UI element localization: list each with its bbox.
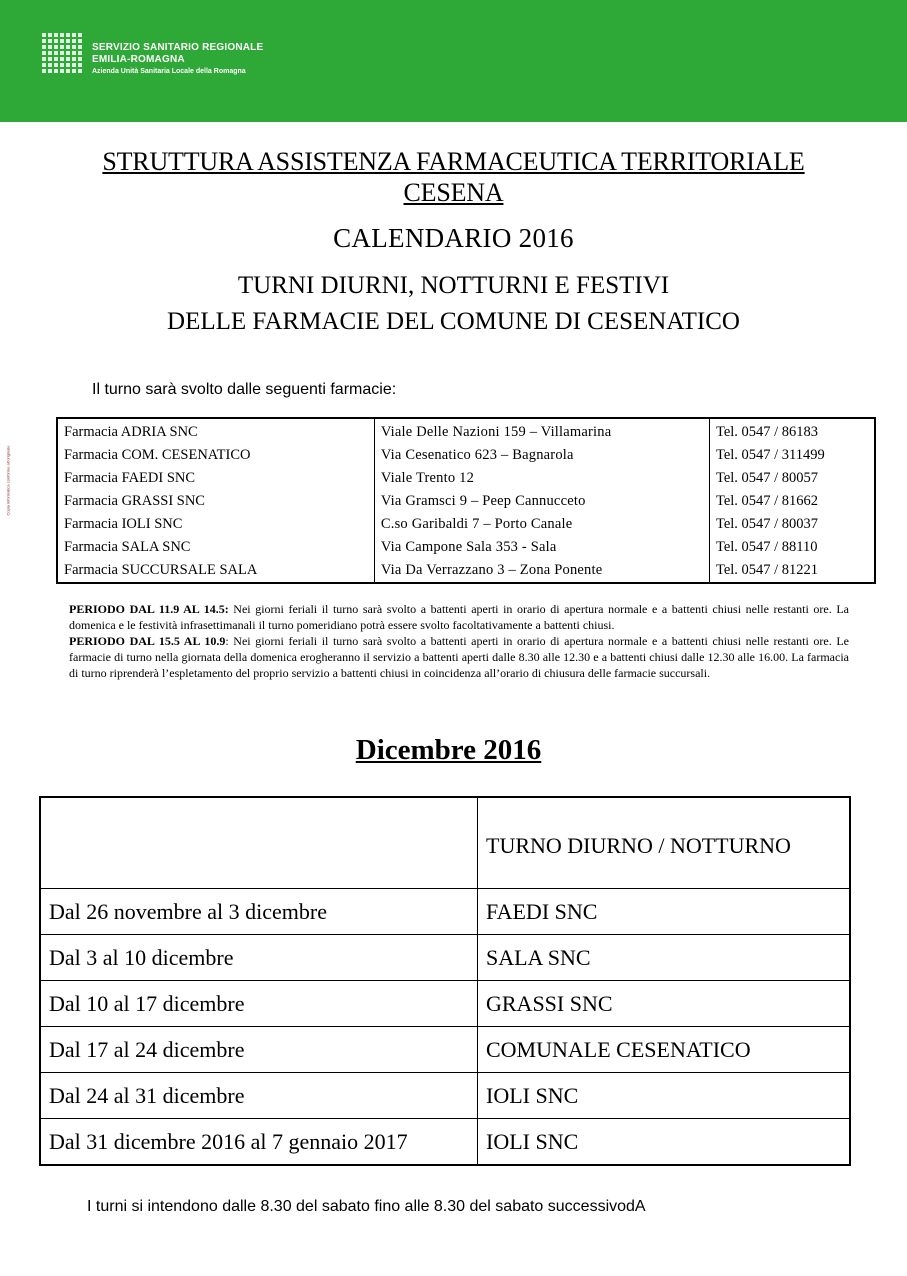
turn-row bbox=[40, 889, 850, 935]
pharmacy-name: ADRIA SNC bbox=[120, 424, 198, 440]
structure-title-line-1: STRUTTURA ASSISTENZA FARMACEUTICA TERRITORIALE bbox=[102, 147, 805, 176]
turn-row bbox=[40, 981, 850, 1027]
pharmacy-name: SALA SNC bbox=[121, 539, 191, 555]
pharmacy-row bbox=[57, 444, 875, 467]
intro-text: Il turno sarà svolto dalle seguenti farmacie: bbox=[92, 381, 397, 398]
turns-header-shift: TURNO DIURNO / NOTTURNO bbox=[478, 797, 851, 889]
calendar-title: CALENDARIO 2016 bbox=[333, 223, 574, 253]
pharmacy-address: Via Gramsci 9 – Peep Cannucceto bbox=[374, 490, 709, 513]
note-period-1-label: PERIODO DAL 11.9 AL 14.5: bbox=[69, 602, 229, 616]
org-name bbox=[92, 42, 263, 78]
turn-row bbox=[40, 935, 850, 981]
turn-pharmacy: IOLI SNC bbox=[478, 1119, 851, 1166]
pharmacy-row bbox=[57, 513, 875, 536]
turn-period: Dal 24 al 31 dicembre bbox=[40, 1073, 478, 1119]
title-block bbox=[0, 146, 907, 340]
turn-row bbox=[40, 1119, 850, 1166]
pharmacy-name: GRASSI SNC bbox=[121, 493, 205, 509]
pharmacy-prefix: Farmacia bbox=[64, 516, 122, 532]
turn-pharmacy: IOLI SNC bbox=[478, 1073, 851, 1119]
turn-pharmacy: COMUNALE CESENATICO bbox=[478, 1027, 851, 1073]
turn-pharmacy: FAEDI SNC bbox=[478, 889, 851, 935]
pharmacy-table bbox=[56, 417, 876, 584]
footer-note: I turni si intendono dalle 8.30 del sabato fino alle 8.30 del sabato successivodA bbox=[87, 1198, 646, 1215]
turn-pharmacy: SALA SNC bbox=[478, 935, 851, 981]
pharmacy-name-cell bbox=[57, 467, 374, 490]
subtitle-line-2: DELLE FARMACIE DEL COMUNE DI CESENATICO bbox=[167, 308, 740, 335]
structure-title bbox=[34, 146, 874, 208]
pharmacy-phone: Tel. 0547 / 80057 bbox=[715, 470, 819, 486]
pharmacy-name: SUCCURSALE SALA bbox=[121, 562, 258, 578]
turn-row bbox=[40, 1073, 850, 1119]
pharmacy-name: FAEDI SNC bbox=[121, 470, 196, 486]
pharmacy-name-cell bbox=[57, 559, 374, 583]
subtitle-line-1: TURNI DIURNI, NOTTURNI E FESTIVI bbox=[237, 272, 670, 299]
pharmacy-row bbox=[57, 418, 875, 444]
note-period-2 bbox=[69, 633, 849, 681]
turn-row bbox=[40, 1027, 850, 1073]
turn-period: Dal 3 al 10 dicembre bbox=[40, 935, 478, 981]
turn-pharmacy: GRASSI SNC bbox=[478, 981, 851, 1027]
pharmacy-phone: Tel. 0547 / 311499 bbox=[715, 447, 825, 463]
pharmacy-address: Via Cesenatico 623 – Bagnarola bbox=[374, 444, 709, 467]
pharmacy-name-cell bbox=[57, 513, 374, 536]
note-period-2-label: PERIODO DAL 15.5 AL 10.9 bbox=[69, 634, 226, 648]
subtitle bbox=[0, 268, 907, 340]
pharmacy-phone: Tel. 0547 / 86183 bbox=[715, 424, 819, 440]
pharmacy-name-cell bbox=[57, 536, 374, 559]
org-line-1: SERVIZIO SANITARIO REGIONALE bbox=[92, 42, 264, 53]
turns-header-row bbox=[40, 797, 850, 889]
opening-notes bbox=[69, 601, 849, 681]
header-band bbox=[0, 0, 907, 122]
pharmacy-name-cell bbox=[57, 490, 374, 513]
turns-table bbox=[39, 796, 851, 1166]
pharmacy-address: Viale Trento 12 bbox=[374, 467, 709, 490]
structure-title-line-2: CESENA bbox=[403, 178, 504, 207]
pharmacy-row bbox=[57, 559, 875, 583]
pharmacy-phone: Tel. 0547 / 81662 bbox=[715, 493, 819, 509]
pharmacy-phone: Tel. 0547 / 81221 bbox=[715, 562, 819, 578]
pharmacy-prefix: Farmacia bbox=[64, 470, 122, 486]
pharmacy-prefix: Farmacia bbox=[64, 539, 122, 555]
note-period-2-text: : Nei giorni feriali il turno sarà svolto a battenti aperti in orario di apertura normale e a battenti chiusi nelle restanti ore. Le farmacie di turno nella giornata della domenica erogheranno il servizio a battenti aperti dalle 8.30 alle 12.30 e a battenti chiusi dalle 12.30 alle 16.00. La farmacia di turno riprenderà l’espletamento del proprio servizio a battenti chiusi in coincidenza all’orario di chiusura delle farmacie succursali. bbox=[69, 634, 849, 680]
pharmacy-phone: Tel. 0547 / 88110 bbox=[715, 539, 818, 555]
turns-header-period bbox=[40, 797, 478, 889]
turn-period: Dal 10 al 17 dicembre bbox=[40, 981, 478, 1027]
note-period-1 bbox=[69, 601, 849, 633]
pharmacy-prefix: Farmacia bbox=[64, 424, 121, 440]
pharmacy-name-cell bbox=[57, 418, 374, 444]
note-period-1-text: Nei giorni feriali il turno sarà svolto a battenti aperti in orario di apertura normale e a battenti chiusi nelle restanti ore. La domenica e le festività infrasettimanali il turno pomeridiano potrà essere svolto facoltativamente a battenti chiusi. bbox=[69, 602, 850, 632]
org-line-2: EMILIA-ROMAGNA bbox=[92, 54, 185, 65]
pharmacy-address: Viale Delle Nazioni 159 – Villamarina bbox=[374, 418, 709, 444]
pharmacy-address: C.so Garibaldi 7 – Porto Canale bbox=[374, 513, 709, 536]
pharmacy-address: Via Campone Sala 353 - Sala bbox=[374, 536, 709, 559]
ssr-logo-icon bbox=[42, 33, 84, 75]
month-title: Dicembre 2016 bbox=[355, 734, 542, 766]
pharmacy-row bbox=[57, 467, 875, 490]
pharmacy-address: Via Da Verrazzano 3 – Zona Ponente bbox=[374, 559, 709, 583]
pharmacy-prefix: Farmacia bbox=[64, 447, 122, 463]
pharmacy-name-cell bbox=[57, 444, 374, 467]
pharmacy-prefix: Farmacia bbox=[64, 562, 122, 578]
turn-period: Dal 17 al 24 dicembre bbox=[40, 1027, 478, 1073]
side-note: Copia informatica conforme all'originale bbox=[5, 445, 11, 516]
pharmacy-prefix: Farmacia bbox=[64, 493, 122, 509]
pharmacy-row bbox=[57, 490, 875, 513]
org-line-3: Azienda Unità Sanitaria Locale della Romagna bbox=[92, 68, 246, 75]
pharmacy-phone: Tel. 0547 / 80037 bbox=[715, 516, 819, 532]
pharmacy-row bbox=[57, 536, 875, 559]
turn-period: Dal 31 dicembre 2016 al 7 gennaio 2017 bbox=[40, 1119, 478, 1166]
pharmacy-name: COM. CESENATICO bbox=[121, 447, 251, 463]
pharmacy-name: IOLI SNC bbox=[121, 516, 183, 532]
turn-period: Dal 26 novembre al 3 dicembre bbox=[40, 889, 478, 935]
